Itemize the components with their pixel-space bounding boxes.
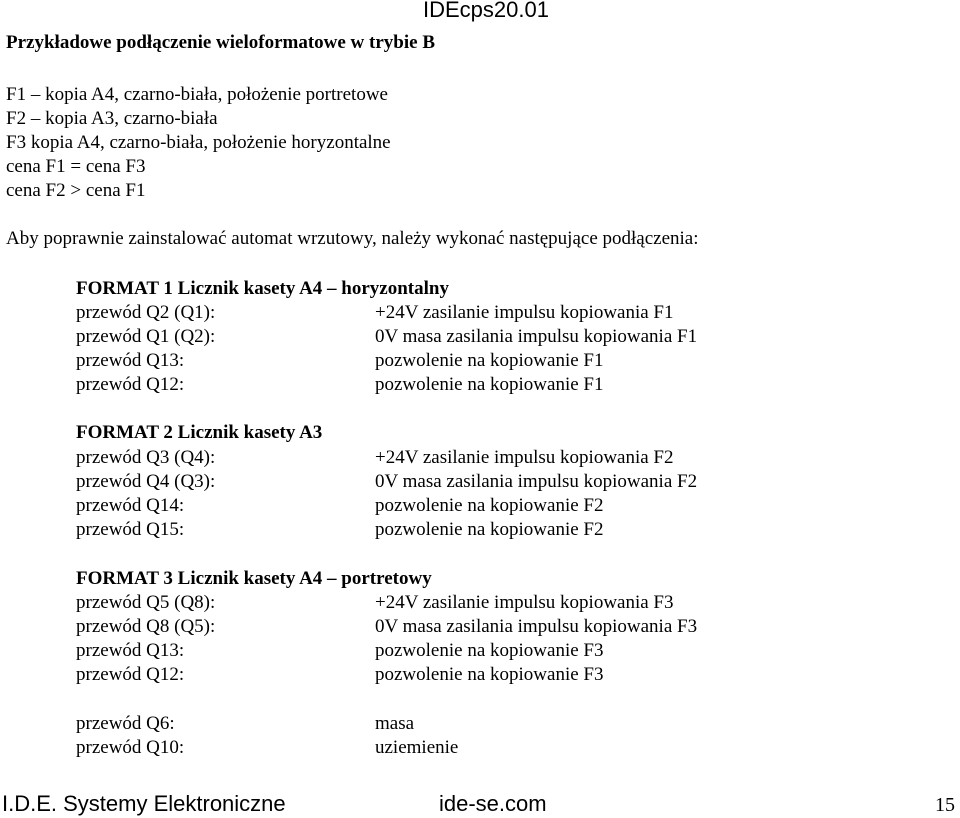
intro-text: Aby poprawnie zainstalować automat wrzutowy, należy wykonać następujące podłączenia: (6, 228, 699, 249)
footer-company: I.D.E. Systemy Elektroniczne (2, 791, 286, 816)
wire-function: pozwolenie na kopiowanie F2 (375, 519, 604, 540)
wire-function: 0V masa zasilania impulsu kopiowania F3 (375, 616, 698, 637)
wire-function: pozwolenie na kopiowanie F3 (375, 664, 604, 685)
wire-label: przewód Q1 (Q2): (76, 326, 216, 347)
wire-label: przewód Q6: (76, 713, 175, 734)
wire-label: przewód Q4 (Q3): (76, 471, 216, 492)
wire-function: pozwolenie na kopiowanie F1 (375, 374, 604, 395)
section-heading-format-1: FORMAT 1 Licznik kasety A4 – horyzontalny (76, 278, 449, 299)
section-heading-format-3: FORMAT 3 Licznik kasety A4 – portretowy (76, 568, 432, 589)
wire-label: przewód Q8 (Q5): (76, 616, 216, 637)
document-code: IDEcps20.01 (423, 0, 549, 22)
info-line-f3: F3 kopia A4, czarno-biała, położenie horyzontalne (6, 132, 391, 153)
wire-label: przewód Q13: (76, 350, 185, 371)
info-line-f1: F1 – kopia A4, czarno-biała, położenie portretowe (6, 84, 388, 105)
wire-label: przewód Q12: (76, 374, 185, 395)
wire-label: przewód Q15: (76, 519, 185, 540)
wire-function: +24V zasilanie impulsu kopiowania F1 (375, 302, 674, 323)
wire-function: pozwolenie na kopiowanie F2 (375, 495, 604, 516)
wire-function: masa (375, 713, 415, 734)
wire-function: uziemienie (375, 737, 459, 758)
wire-function: +24V zasilanie impulsu kopiowania F3 (375, 592, 674, 613)
section-heading-format-2: FORMAT 2 Licznik kasety A3 (76, 422, 323, 443)
wire-function: +24V zasilanie impulsu kopiowania F2 (375, 447, 674, 468)
wire-label: przewód Q5 (Q8): (76, 592, 216, 613)
document-title: Przykładowe podłączenie wieloformatowe w trybie B (6, 32, 435, 53)
footer-website: ide-se.com (439, 791, 547, 816)
wire-label: przewód Q10: (76, 737, 185, 758)
info-line-price-1: cena F1 = cena F3 (6, 156, 146, 177)
info-line-price-2: cena F2 > cena F1 (6, 180, 146, 201)
info-line-f2: F2 – kopia A3, czarno-biała (6, 108, 218, 129)
wire-function: pozwolenie na kopiowanie F1 (375, 350, 604, 371)
wire-label: przewód Q12: (76, 664, 185, 685)
wire-function: pozwolenie na kopiowanie F3 (375, 640, 604, 661)
wire-function: 0V masa zasilania impulsu kopiowania F1 (375, 326, 698, 347)
wire-label: przewód Q14: (76, 495, 185, 516)
wire-function: 0V masa zasilania impulsu kopiowania F2 (375, 471, 698, 492)
wire-label: przewód Q13: (76, 640, 185, 661)
wire-label: przewód Q3 (Q4): (76, 447, 216, 468)
wire-label: przewód Q2 (Q1): (76, 302, 216, 323)
page-number: 15 (935, 794, 955, 816)
